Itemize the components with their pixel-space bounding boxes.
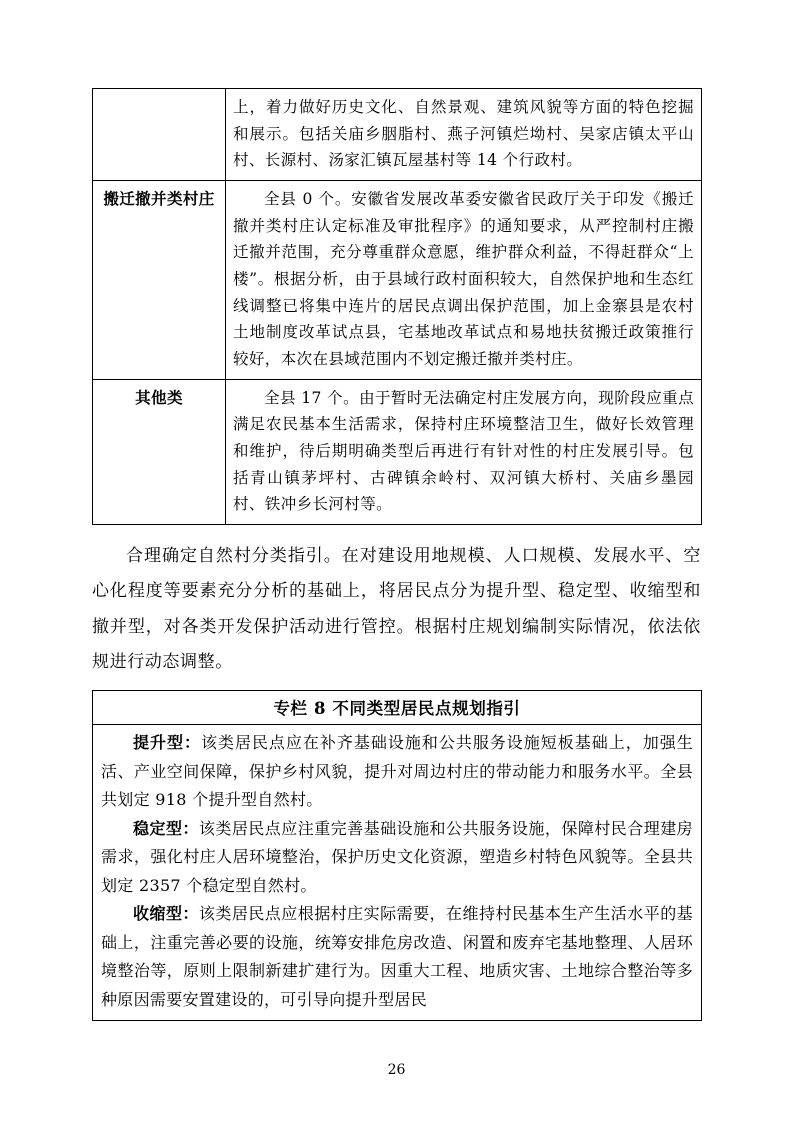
row-label	[93, 89, 226, 181]
table-row	[93, 379, 702, 524]
row-label: 其他类	[93, 379, 226, 524]
callout-item-term: 稳定型：	[133, 818, 199, 838]
callout-item	[101, 729, 693, 814]
body-paragraph: 合理确定自然村分类指引。在对建设用地规模、人口规模、发展水平、空心化程度等要素充分分析的基础上，将居民点分为提升型、稳定型、收缩型和撤并型，对各类开发保护活动进行管控。根据村庄规划编制实际情况，依法依规进行动态调整。	[92, 545, 701, 672]
callout-item-text: 该类居民点应在补齐基础设施和公共服务设施短板基础上，加强生活、产业空间保障，保护乡村风貌，提升对周边村庄的带动能力和服务水平。全县共划定 918 个提升型自然村。	[101, 733, 694, 810]
callout-item	[101, 900, 693, 1014]
table-row	[93, 89, 702, 181]
row-text: 全县 17 个。由于暂时无法确定村庄发展方向，现阶段应重点满足农民基本生活需求，保持村庄环境整洁卫生，做好长效管理和维护，待后期明确类型后再进行有针对性的村庄发展引导。包括青山镇茅坪村、古碑镇余岭村、双河镇大桥村、关庙乡墨园村、铁冲乡长河村等。	[226, 379, 702, 524]
row-label: 搬迁撤并类村庄	[93, 180, 226, 379]
callout-item-term: 提升型：	[133, 733, 201, 753]
callout-item	[101, 815, 693, 900]
table-row	[93, 180, 702, 379]
row-text: 上，着力做好历史文化、自然景观、建筑风貌等方面的特色挖掘和展示。包括关庙乡胭脂村、燕子河镇烂坳村、吴家店镇太平山村、长源村、汤家汇镇瓦屋基村等 14 个行政村。	[226, 89, 702, 181]
callout-body	[93, 725, 701, 1020]
callout-item-text: 该类居民点应根据村庄实际需要，在维持村民基本生产生活水平的基础上，注重完善必要的设施，统筹安排危房改造、闲置和废弃宅基地整理、人居环境整治等，原则上限制新建扩建行为。因重大工程、地质灾害、土地综合整治等多种原因需要安置建设的，可引导向提升型居民	[101, 904, 693, 1009]
callout-title: 专栏 8 不同类型居民点规划指引	[93, 691, 701, 725]
callout-box	[92, 690, 702, 1021]
row-text: 全县 0 个。安徽省发展改革委安徽省民政厅关于印发《搬迁撤并类村庄认定标准及审批程序》的通知要求，从严控制村庄搬迁撤并范围，充分尊重群众意愿，维护群众利益，不得赶群众“上楼”。根据分析，由于县域行政村面积较大，自然保护地和生态红线调整已将集中连片的居民点调出保护范围，加上金寨县是农村土地制度改革试点县，宅基地改革试点和易地扶贫搬迁政策推行较好，本次在县域范围内不划定搬迁撤并类村庄。	[226, 180, 702, 379]
page-number: 26	[387, 1062, 406, 1078]
callout-item-text: 该类居民点应注重完善基础设施和公共服务设施，保障村民合理建房需求，强化村庄人居环境整治，保护历史文化资源，塑造乡村特色风貌等。全县共划定 2357 个稳定型自然村。	[101, 818, 693, 895]
village-classification-table	[92, 88, 702, 525]
callout-item-term: 收缩型：	[133, 904, 199, 924]
